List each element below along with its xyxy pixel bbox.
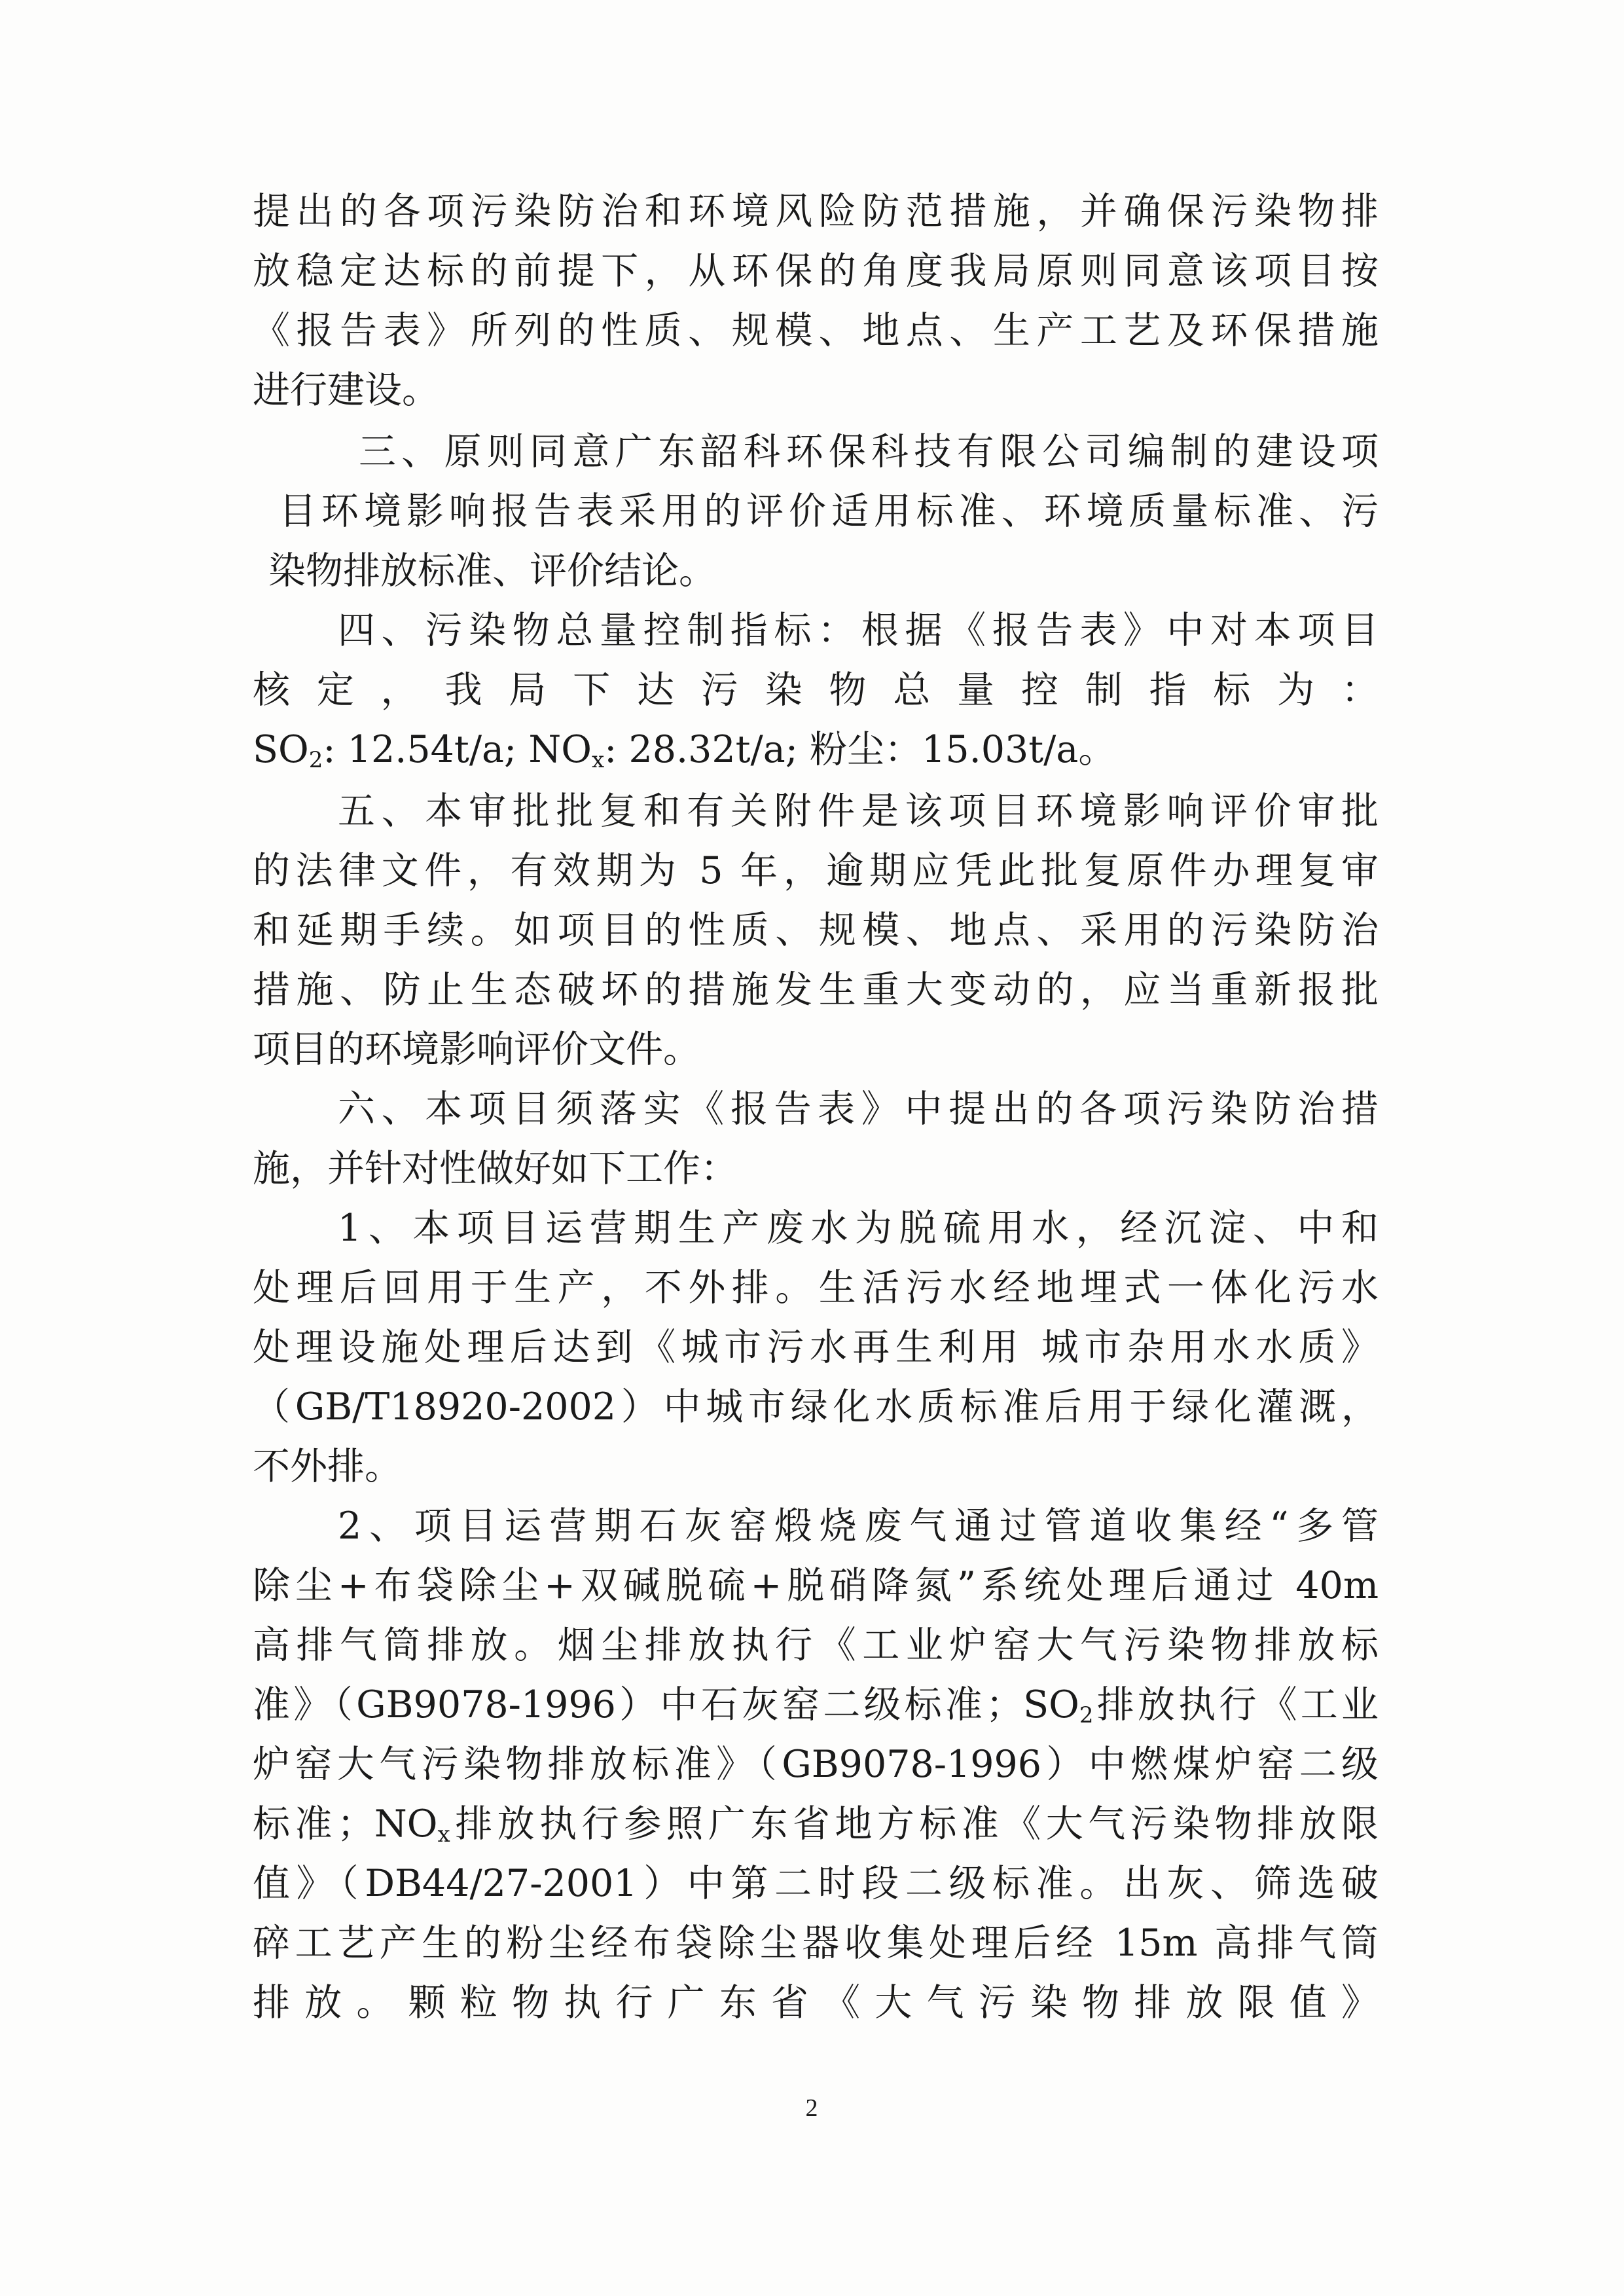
text-line: 2、项目运营期石灰窑煅烧废气通过管道收集经“多管 [338, 1504, 1379, 1548]
text-span: 排放执行《工业 [1093, 1683, 1379, 1726]
so2-subscript: 2 [308, 747, 323, 773]
text-line: 措施、防止生态破坏的措施发生重大变动的，应当重新报批 [253, 968, 1379, 1011]
text-span: 准》（GB9078-1996）中石灰窑二级标准；SO [253, 1683, 1079, 1726]
text-line: 提出的各项污染防治和环境风险防范措施，并确保污染物排 [253, 190, 1379, 233]
text-line: 高排气筒排放。烟尘排放执行《工业炉窑大气污染物排放标 [253, 1624, 1379, 1667]
text-line [253, 1798, 1379, 1850]
emission-quota-line [253, 723, 1379, 776]
text-line: 的法律文件，有效期为 5 年，逾期应凭此批复原件办理复审 [253, 849, 1379, 892]
text-line: 值》（DB44/27-2001）中第二时段二级标准。出灰、筛选破 [253, 1862, 1379, 1905]
text-line: 六、本项目须落实《报告表》中提出的各项污染防治措 [338, 1087, 1379, 1131]
text-line: 染物排放标准、评价结论。 [268, 549, 716, 592]
text-line: 碎工艺产生的粉尘经布袋除尘器收集处理后经 15m 高排气筒 [253, 1922, 1379, 1965]
text-line: 不外排。 [253, 1445, 402, 1488]
text-line: 施，并针对性做好如下工作： [253, 1147, 738, 1190]
text-line: 炉窑大气污染物排放标准》（GB9078-1996）中燃煤炉窑二级 [253, 1743, 1379, 1786]
text-line: 放稳定达标的前提下，从环保的角度我局原则同意该项目按 [253, 249, 1379, 293]
nox-dust-values: : 28.32t/a; 粉尘：15.03t/a。 [604, 728, 1116, 771]
text-line: 除尘+布袋除尘+双碱脱硫+脱硝降氮”系统处理后通过 40m [253, 1564, 1379, 1607]
page-number: 2 [805, 2094, 818, 2122]
text-line: 《报告表》所列的性质、规模、地点、生产工艺及环保措施 [253, 309, 1379, 352]
text-line: 进行建设。 [253, 369, 439, 412]
text-span: 标准；NO [253, 1802, 438, 1846]
text-line: 1、本项目运营期生产废水为脱硫用水，经沉淀、中和 [338, 1207, 1379, 1250]
text-line: 五、本审批批复和有关附件是该项目环境影响评价审批 [338, 790, 1379, 833]
text-span: 排放执行参照广东省地方标准《大气污染物排放限 [450, 1802, 1379, 1846]
text-line: 项目的环境影响评价文件。 [253, 1028, 700, 1071]
so2-value-nox-label: : 12.54t/a; NO [323, 728, 592, 771]
nox-subscript: x [437, 1821, 450, 1848]
text-line: 排放。颗粒物执行广东省《大气污染物排放限值》 [253, 1981, 1379, 2024]
nox-subscript: x [591, 747, 605, 773]
text-line: 处理设施处理后达到《城市污水再生利用 城市杂用水水质》 [253, 1326, 1379, 1369]
text-line [253, 1679, 1379, 1731]
text-line: 三、原则同意广东韶科环保科技有限公司编制的建设项 [359, 430, 1379, 473]
text-line: 处理后回用于生产，不外排。生活污水经地埋式一体化污水 [253, 1266, 1379, 1309]
so2-label: SO [253, 728, 309, 771]
text-line: 和延期手续。如项目的性质、规模、地点、采用的污染防治 [253, 909, 1379, 952]
text-line: （GB/T18920-2002）中城市绿化水质标准后用于绿化灌溉， [253, 1385, 1379, 1429]
text-line: 四、污染物总量控制指标：根据《报告表》中对本项目 [338, 609, 1379, 652]
text-line: 目环境影响报告表采用的评价适用标准、环境质量标准、污 [279, 490, 1379, 533]
so2-subscript: 2 [1079, 1702, 1094, 1728]
text-line: 核定，我局下达污染物总量控制指标为： [253, 668, 1379, 712]
